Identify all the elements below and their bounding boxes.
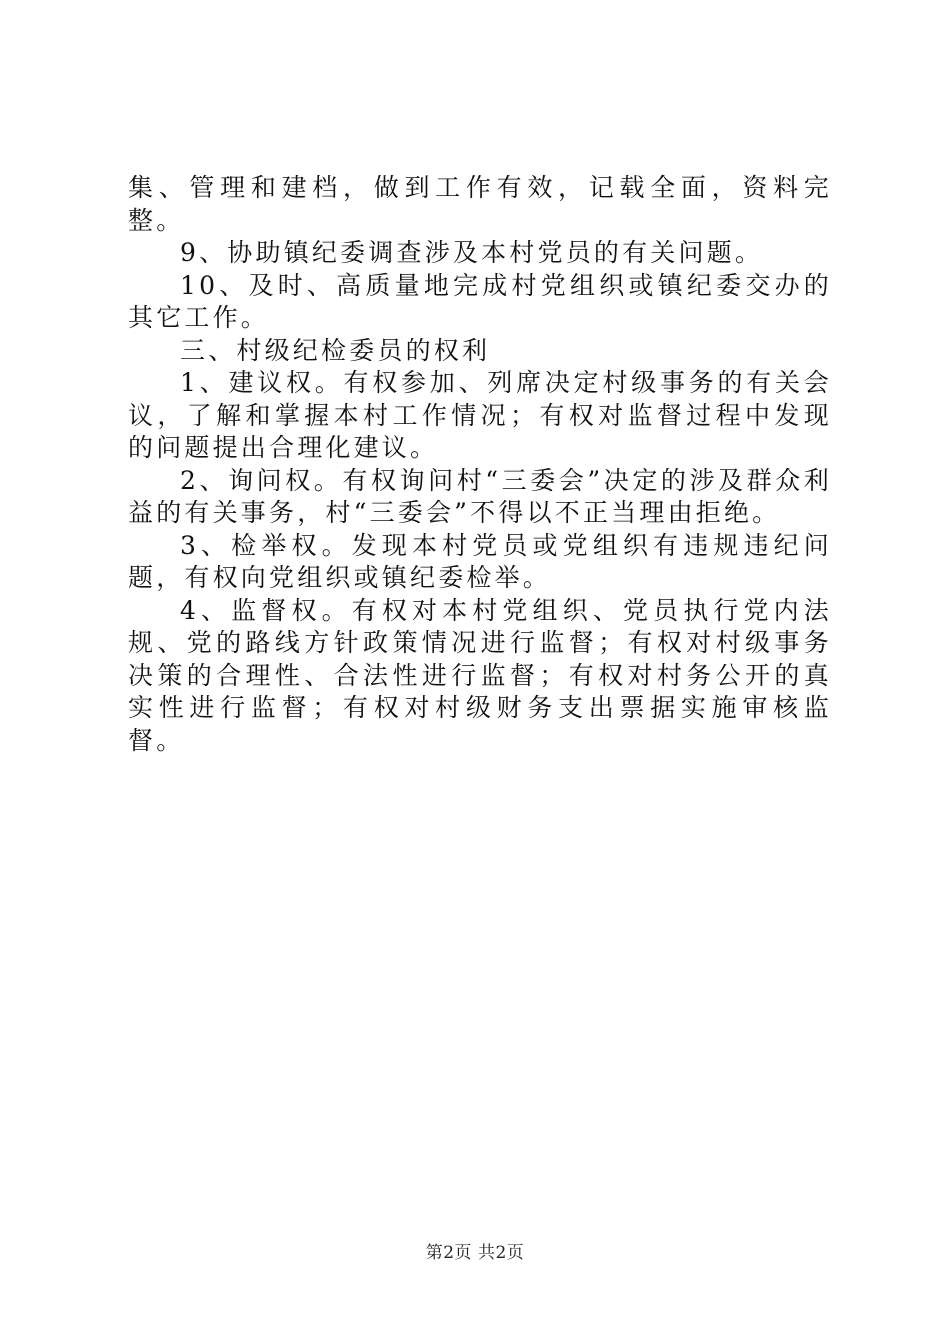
document-body — [128, 172, 832, 757]
paragraph-6: 2、询问权。有权询问村“三委会”决定的涉及群众利益的有关事务，村“三委会”不得以不正当理由拒绝。 — [128, 465, 832, 527]
paragraph-3: 10、及时、高质量地完成村党组织或镇纪委交办的其它工作。 — [128, 270, 832, 332]
paragraph-8: 4、监督权。有权对本村党组织、党员执行党内法规、党的路线方针政策情况进行监督；有权对村级事务决策的合理性、合法性进行监督；有权对村务公开的真实性进行监督；有权对村级财务支出票据实施审核监督。 — [128, 595, 832, 755]
paragraph-7: 3、检举权。发现本村党员或党组织有违规违纪问题，有权向党组织或镇纪委检举。 — [128, 530, 832, 592]
section-heading: 三、村级纪检委员的权利 — [180, 335, 491, 365]
page-number-footer: 第2页 共2页 — [425, 1243, 525, 1263]
paragraph-5: 1、建议权。有权参加、列席决定村级事务的有关会议，了解和掌握本村工作情况；有权对监督过程中发现的问题提出合理化建议。 — [128, 368, 832, 462]
paragraph-2: 9、协助镇纪委调查涉及本村党员的有关问题。 — [180, 238, 764, 267]
paragraph-1: 集、管理和建档，做到工作有效，记载全面，资料完整。 — [128, 173, 832, 235]
